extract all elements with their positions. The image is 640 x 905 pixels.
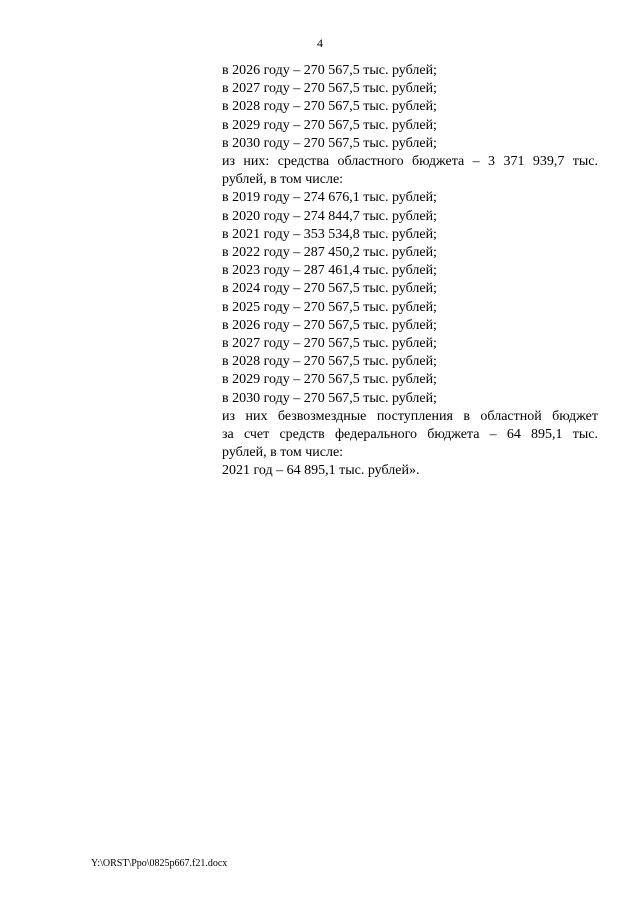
budget-line: в 2019 году – 274 676,1 тыс. рублей;: [222, 190, 437, 206]
budget-line: в 2030 году – 270 567,5 тыс. рублей;: [222, 390, 437, 406]
budget-line: в 2027 году – 270 567,5 тыс. рублей;: [222, 81, 437, 97]
budget-line: в 2022 году – 287 450,2 тыс. рублей;: [222, 245, 437, 261]
budget-line: в 2028 году – 270 567,5 тыс. рублей;: [222, 354, 437, 370]
paragraph-line: за счет средств федерального бюджета – 64 895,1 тыс.: [222, 427, 598, 443]
budget-line: в 2024 году – 270 567,5 тыс. рублей;: [222, 281, 437, 297]
regional-budget-paragraph: [222, 153, 598, 189]
budget-line: в 2025 году – 270 567,5 тыс. рублей;: [222, 299, 437, 315]
budget-line: в 2028 году – 270 567,5 тыс. рублей;: [222, 99, 437, 115]
budget-line: в 2021 году – 353 534,8 тыс. рублей;: [222, 226, 437, 242]
budget-line: в 2029 году – 270 567,5 тыс. рублей;: [222, 372, 437, 388]
budget-line: в 2023 году – 287 461,4 тыс. рублей;: [222, 263, 437, 279]
paragraph-line: рублей, в том числе:: [222, 172, 344, 188]
paragraph-line: рублей, в том числе:: [222, 445, 344, 461]
budget-line: в 2026 году – 270 567,5 тыс. рублей;: [222, 317, 437, 333]
budget-line: в 2020 году – 274 844,7 тыс. рублей;: [222, 208, 437, 224]
final-budget-line: 2021 год – 64 895,1 тыс. рублей».: [222, 463, 420, 479]
page-number: 4: [317, 36, 323, 50]
budget-line: в 2026 году – 270 567,5 тыс. рублей;: [222, 63, 437, 78]
budget-line: в 2030 году – 270 567,5 тыс. рублей;: [222, 135, 437, 151]
paragraph-line: из них: средства областного бюджета – 3 371 939,7 тыс.: [222, 154, 598, 170]
paragraph-line: из них безвозмездные поступления в областной бюджет: [222, 408, 598, 424]
budget-line: в 2027 году – 270 567,5 тыс. рублей;: [222, 336, 437, 352]
federal-transfers-paragraph: [222, 408, 598, 463]
document-body: [222, 62, 598, 481]
footer-file-path: Y:\ORST\Ppo\0825p667.f21.docx: [91, 858, 228, 869]
budget-line: в 2029 году – 270 567,5 тыс. рублей;: [222, 117, 437, 133]
